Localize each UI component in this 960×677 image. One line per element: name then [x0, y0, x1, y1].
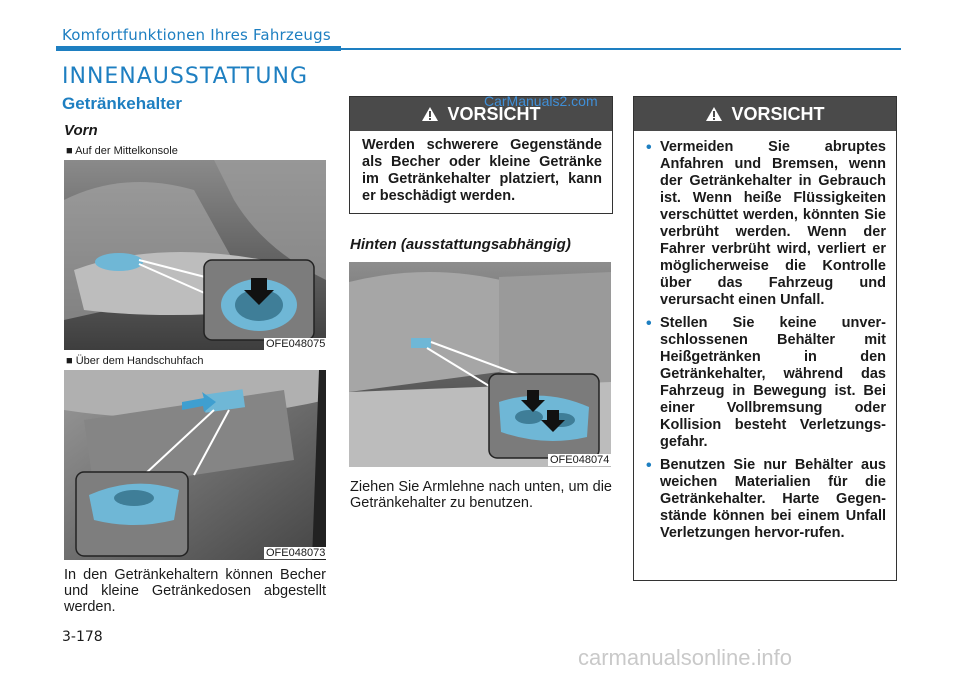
bullet-icon: • — [646, 139, 652, 156]
watermark-bottom: carmanualsonline.info — [578, 645, 793, 670]
caution-item: • Stellen Sie keine unver-schlossenen Behälter mit Heißgetränken in den Getränkehalter, während das Fahrzeug in Bewegung ist. Bei einer Vollbremsung oder Kollision besteht Verletzungs-gefahr. — [646, 315, 886, 450]
caption-center-console: ■ Auf der Mittelkonsole — [66, 145, 178, 157]
bullet-icon: • — [646, 315, 652, 332]
warning-triangle-icon — [705, 106, 723, 122]
subsection-title: Getränkehalter — [62, 94, 182, 113]
caution-label-2: VORSICHT — [731, 103, 825, 124]
caution-text-1: Werden schwerere Gegenstände als Becher oder kleine Getränke im Getränkehalter platziert, kann er beschädigt werden. — [362, 137, 602, 204]
figure-code-3: OFE048074 — [550, 454, 610, 466]
caution-item: • Vermeiden Sie abruptes Anfahren und Bremsen, wenn der Getränkehalter in Gebrauch ist. Wenn heiße Flüssigkeiten verschüttet werden, könnten Sie verbrüht werden. Wenn der Fahrer verbrüht wird, verliert er möglicherweise die Kontrolle über das Fahrzeug und verursacht einen Unfall. — [646, 139, 886, 308]
figure-code-2: OFE048073 — [266, 547, 326, 559]
header-rule-thick — [56, 46, 341, 51]
photo-rear-armrest — [349, 262, 611, 467]
caution-label-1: VORSICHT — [447, 103, 541, 124]
caution-box-2 — [633, 96, 897, 581]
caution-item: • Benutzen Sie nur Behälter aus weichen Materialien für die Getränkehalter. Harte Gegen-stände können bei einem Unfall Verletzungen hervor-rufen. — [646, 457, 886, 541]
front-body-text: In den Getränkehaltern können Becher und kleine Getränkedosen abgestellt werden. — [64, 567, 326, 615]
photo-glovebox — [64, 370, 326, 560]
caution-box-1 — [349, 96, 613, 214]
rear-body-text: Ziehen Sie Armlehne nach unten, um die Getränkehalter zu benutzen. — [350, 479, 612, 511]
bullet-icon: • — [646, 457, 652, 474]
figure-code-1: OFE048075 — [266, 338, 326, 350]
header-rule-thin — [341, 48, 901, 50]
caution-header-2 — [634, 97, 896, 131]
running-header: Komfortfunktionen Ihres Fahrzeugs — [62, 26, 331, 44]
page-number: 3-178 — [62, 629, 103, 645]
section-title: INNENAUSSTATTUNG — [62, 64, 309, 89]
rear-heading: Hinten (ausstattungsabhängig) — [350, 236, 571, 253]
caption-glovebox: ■ Über dem Handschuhfach — [66, 355, 204, 367]
warning-triangle-icon — [421, 106, 439, 122]
photo-center-console — [64, 160, 326, 350]
caution-list-2 — [634, 131, 896, 556]
front-heading: Vorn — [64, 122, 98, 139]
watermark-top: CarManuals2.com — [484, 93, 598, 109]
